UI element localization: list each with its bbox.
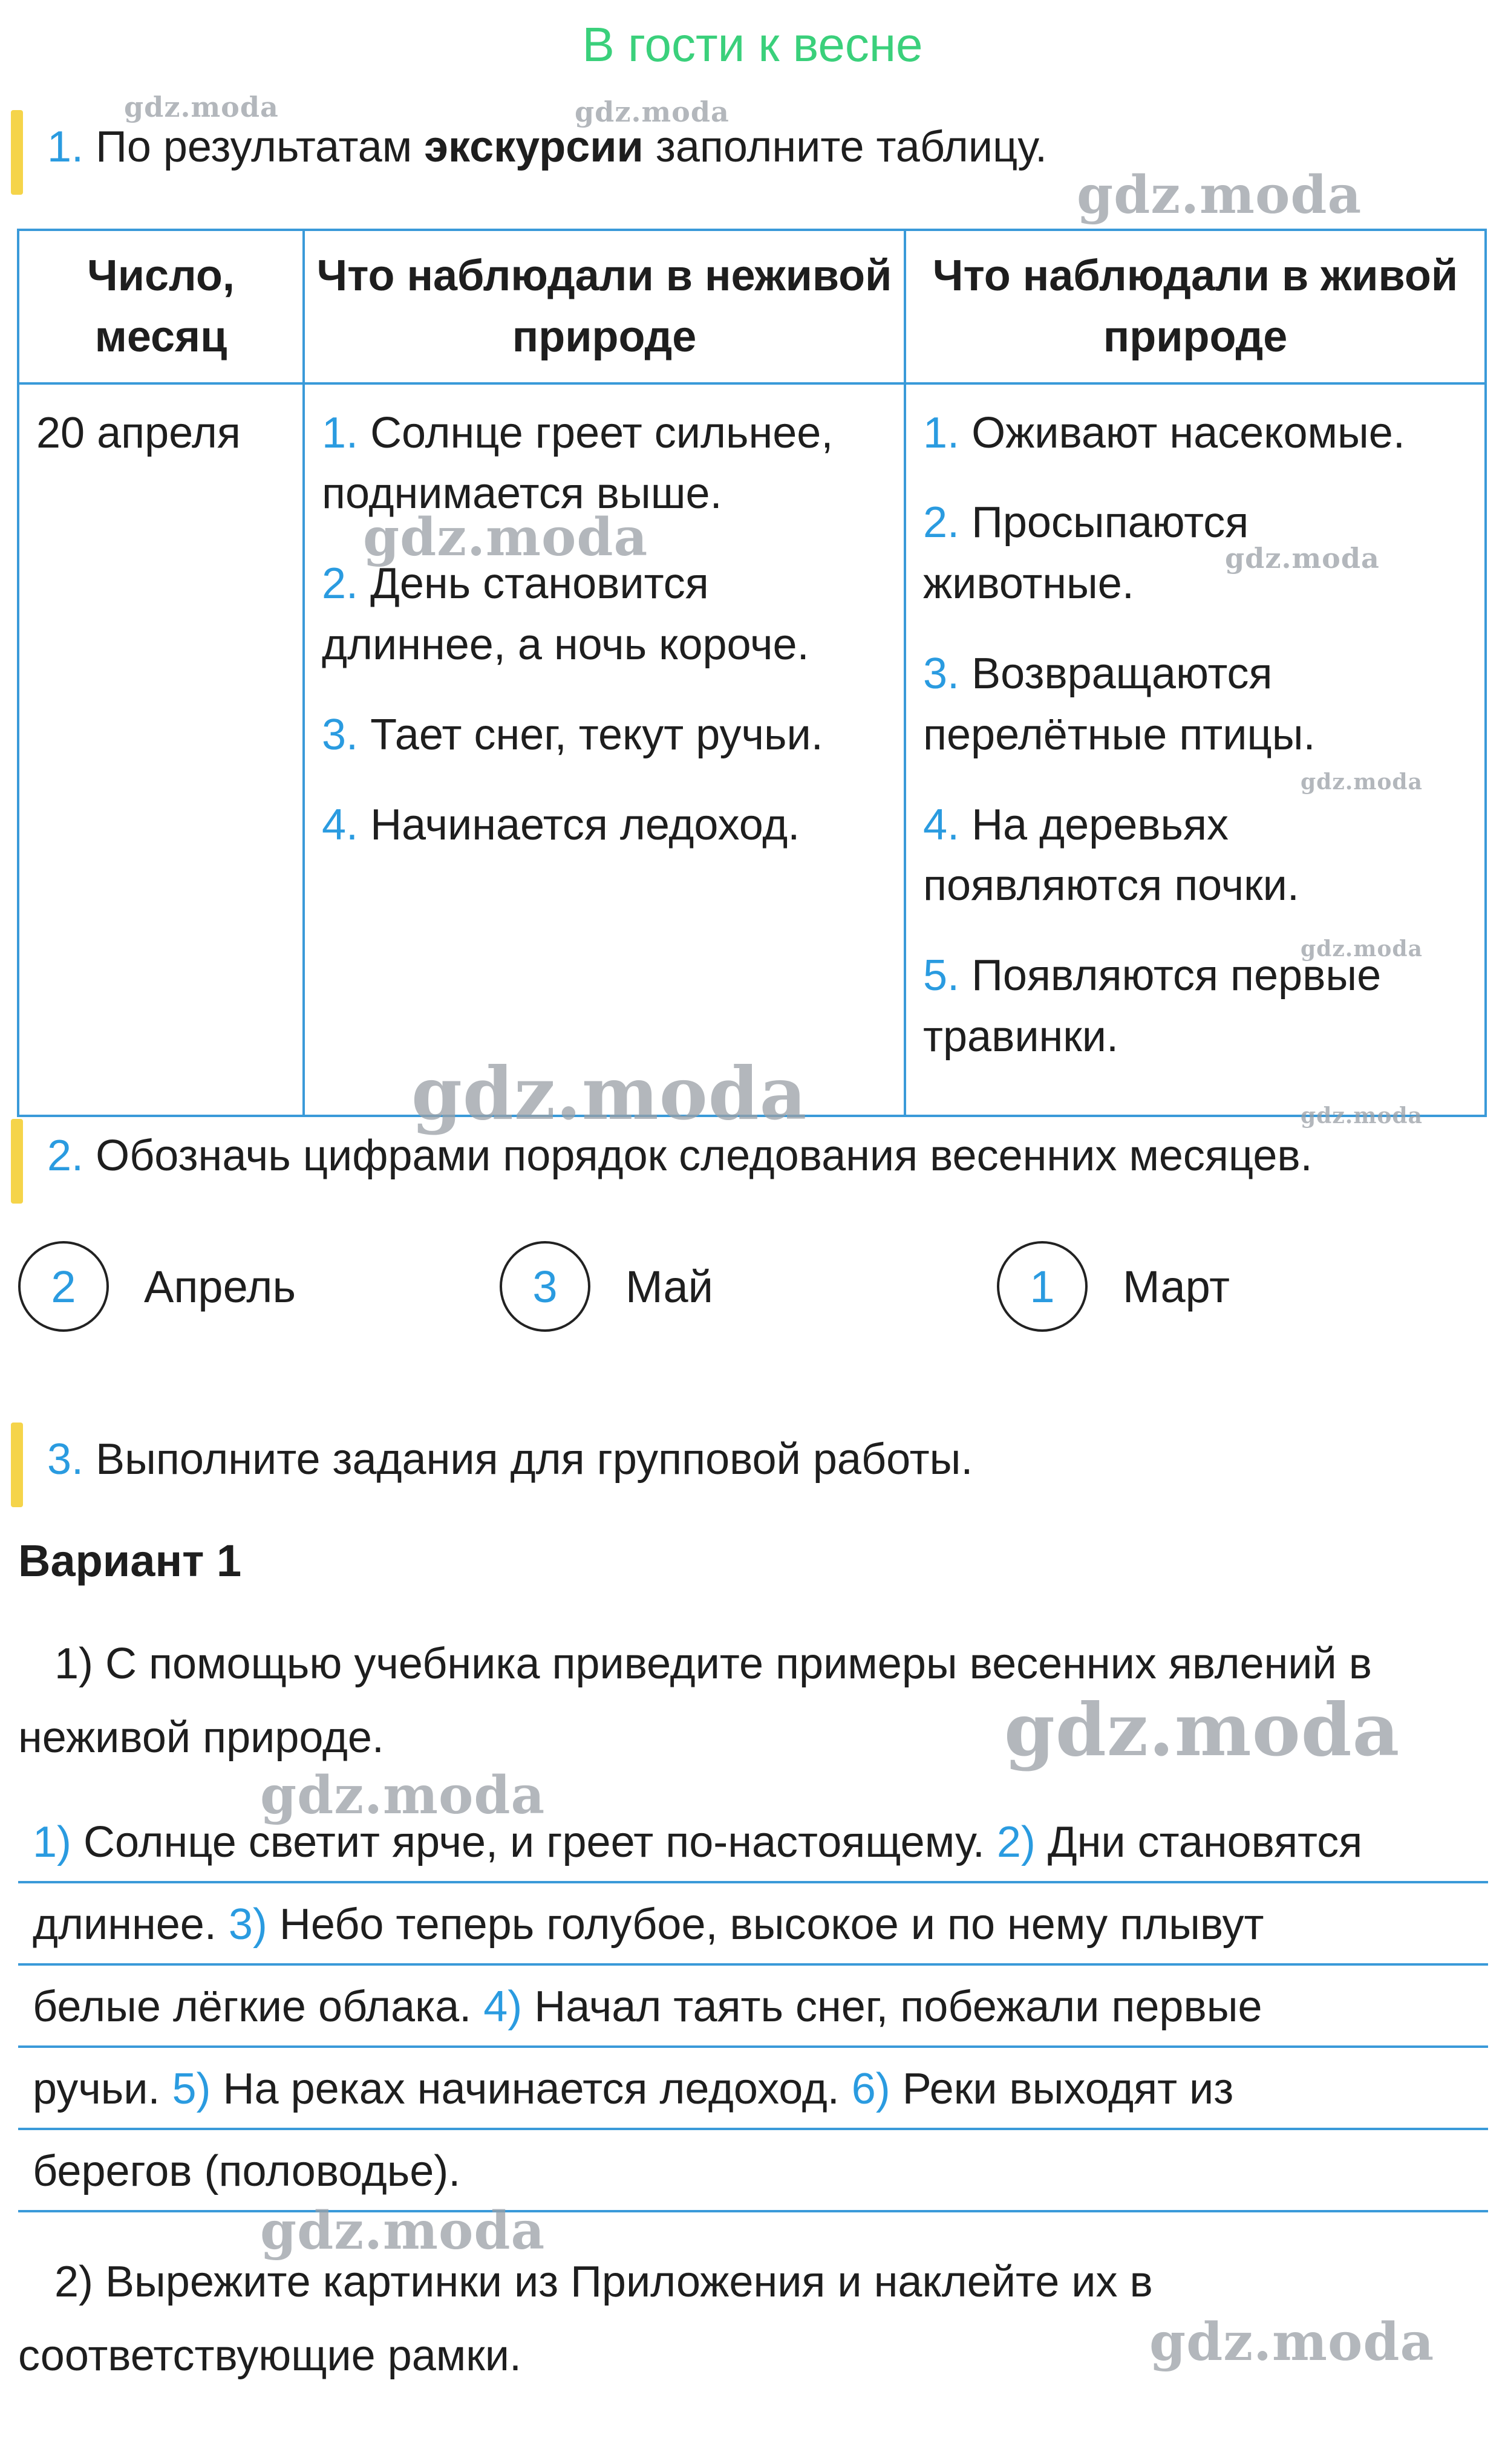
watermark: gdz.moda <box>1149 2312 1435 2373</box>
answer-text: Солнце светит ярче, и греет по-настоящему. <box>71 1818 997 1866</box>
task-marker <box>11 110 23 195</box>
answer-text: берегов (половодье). <box>33 2147 461 2195</box>
watermark: gdz.moda <box>1004 1687 1400 1773</box>
watermark: gdz.moda <box>1077 165 1362 226</box>
task-3-heading <box>18 1433 973 1485</box>
task-number: 1. <box>47 123 84 171</box>
page-title: В гости к весне <box>582 18 923 71</box>
item-number: 2. <box>923 498 960 547</box>
answer-text: Дни становятся <box>1035 1818 1363 1866</box>
task-2-heading <box>18 1130 1313 1182</box>
item-text: День становится длиннее, а ночь короче. <box>322 559 809 669</box>
answer-text: ручьи. <box>33 2065 172 2113</box>
answer-text: Начал таять снег, побежали первые <box>522 1983 1262 2031</box>
answer-line <box>18 2130 1488 2212</box>
item-number: 1. <box>322 408 359 457</box>
item-text: Возвращаются перелётные птицы. <box>923 649 1316 759</box>
answer-text: длиннее. <box>33 1900 229 1949</box>
item-number: 5. <box>923 951 960 1000</box>
list-item <box>923 492 1469 614</box>
item-text: Тает снег, текут ручьи. <box>370 710 823 759</box>
question-1: 1) С помощью учебника приведите примеры весенних явлений в неживой природе. <box>18 1640 1372 1762</box>
list-item <box>923 795 1469 917</box>
list-item <box>923 403 1469 464</box>
task-text-bold: экскурсии <box>424 123 644 171</box>
item-number: 4. <box>923 800 960 849</box>
answer-text: Небо теперь голубое, высокое и по нему плывут <box>267 1900 1264 1949</box>
watermark: gdz.moda <box>1225 542 1380 575</box>
month-name: Май <box>625 1261 713 1312</box>
answer-line <box>18 1966 1488 2048</box>
order-circle: 2 <box>18 1241 109 1332</box>
answer-number: 5) <box>172 2065 211 2113</box>
task-text: Обозначь цифрами порядок следования весенних месяцев. <box>96 1132 1313 1180</box>
watermark: gdz.moda <box>260 2200 546 2261</box>
watermark: gdz.moda <box>124 91 279 123</box>
item-text: Начинается ледоход. <box>370 800 800 849</box>
list-item <box>322 795 888 856</box>
order-circle: 3 <box>500 1241 590 1332</box>
cell-nonliving <box>304 383 905 1116</box>
month-item <box>18 1241 296 1332</box>
task-marker <box>11 1423 23 1507</box>
answer-number: 3) <box>228 1900 267 1949</box>
task-text: По результатам <box>96 123 425 171</box>
item-text: На деревьях появляются почки. <box>923 800 1299 910</box>
answer-number: 1) <box>33 1818 72 1866</box>
cell-date: 20 апреля <box>18 383 304 1116</box>
task-text: заполните таблицу. <box>643 123 1048 171</box>
task-number: 2. <box>47 1132 84 1180</box>
watermark: gdz.moda <box>411 1051 808 1136</box>
item-number: 2. <box>322 559 359 608</box>
answer-line <box>18 1883 1488 1966</box>
item-number: 3. <box>923 649 960 698</box>
answer-text: белые лёгкие облака. <box>33 1983 484 2031</box>
item-text: Просыпаются животные. <box>923 498 1249 608</box>
watermark: gdz.moda <box>1301 769 1423 795</box>
header-living: Что наблюдали в живой природе <box>905 230 1486 383</box>
list-item <box>322 553 888 676</box>
answer-number: 2) <box>996 1818 1036 1866</box>
question-2: 2) Вырежите картинки из Приложения и наклейте их в соответствующие рамки. <box>18 2258 1153 2381</box>
observation-table <box>17 229 1487 1117</box>
item-text: Появляются первые травинки. <box>923 951 1382 1061</box>
watermark: gdz.moda <box>260 1765 546 1826</box>
answer-line <box>18 2048 1488 2130</box>
watermark: gdz.moda <box>575 96 730 128</box>
item-text: Оживают насекомые. <box>971 408 1405 457</box>
month-name: Март <box>1123 1261 1230 1312</box>
watermark: gdz.moda <box>1301 1103 1423 1129</box>
order-circle: 1 <box>997 1241 1088 1332</box>
list-item <box>923 644 1469 766</box>
cell-living <box>905 383 1486 1116</box>
answer-number: 4) <box>483 1983 523 2031</box>
task-number: 3. <box>47 1435 84 1484</box>
task-1-heading <box>18 121 1047 173</box>
table-header-row <box>18 230 1486 383</box>
watermark: gdz.moda <box>363 507 648 568</box>
answer-text: На реках начинается ледоход. <box>211 2065 852 2113</box>
list-item <box>923 945 1469 1067</box>
watermark: gdz.moda <box>1301 936 1423 962</box>
list-item <box>322 705 888 766</box>
item-number: 4. <box>322 800 359 849</box>
answer-line <box>18 1801 1488 1883</box>
header-date: Число, месяц <box>18 230 304 383</box>
item-number: 3. <box>322 710 359 759</box>
task-text: Выполните задания для групповой работы. <box>96 1435 973 1484</box>
list-item <box>322 403 888 525</box>
month-item <box>500 1241 713 1332</box>
month-name: Апрель <box>144 1261 296 1312</box>
month-item <box>997 1241 1230 1332</box>
header-nonliving: Что наблюдали в неживой природе <box>304 230 905 383</box>
item-number: 1. <box>923 408 960 457</box>
answer-number: 6) <box>851 2065 890 2113</box>
table-row <box>18 383 1486 1116</box>
answer-text: Реки выходят из <box>890 2065 1234 2113</box>
item-text: Солнце греет сильнее, поднимается выше. <box>322 408 834 518</box>
variant-heading: Вариант 1 <box>18 1536 242 1586</box>
task-marker <box>11 1119 23 1204</box>
answer-lines <box>18 1801 1488 2212</box>
